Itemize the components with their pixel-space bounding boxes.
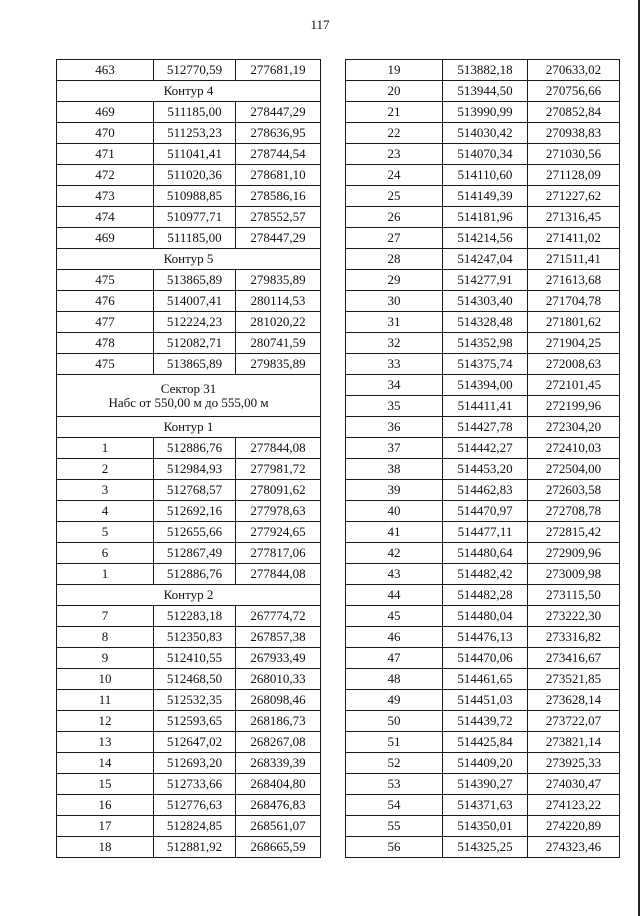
y-coordinate-cell: 271227,62	[528, 186, 620, 207]
table-row	[346, 690, 620, 711]
table-row	[346, 564, 620, 585]
x-coordinate-cell: 512733,66	[154, 774, 236, 795]
y-coordinate-cell: 277978,63	[236, 501, 321, 522]
y-coordinate-cell: 280114,53	[236, 291, 321, 312]
x-coordinate-cell: 514007,41	[154, 291, 236, 312]
point-number-cell: 16	[57, 795, 154, 816]
y-coordinate-cell: 273722,07	[528, 711, 620, 732]
table-row	[57, 270, 321, 291]
y-coordinate-cell: 277981,72	[236, 459, 321, 480]
table-row	[346, 648, 620, 669]
x-coordinate-cell: 512693,20	[154, 753, 236, 774]
y-coordinate-cell: 271316,45	[528, 207, 620, 228]
table-row	[346, 396, 620, 417]
point-number-cell: 21	[346, 102, 443, 123]
x-coordinate-cell: 514325,25	[443, 837, 528, 858]
y-coordinate-cell: 268665,59	[236, 837, 321, 858]
x-coordinate-cell: 513990,99	[443, 102, 528, 123]
x-coordinate-cell: 513865,89	[154, 270, 236, 291]
table-row	[57, 606, 321, 627]
point-number-cell: 22	[346, 123, 443, 144]
x-coordinate-cell: 514411,41	[443, 396, 528, 417]
x-coordinate-cell: 512468,50	[154, 669, 236, 690]
x-coordinate-cell: 510977,71	[154, 207, 236, 228]
y-coordinate-cell: 272199,96	[528, 396, 620, 417]
y-coordinate-cell: 272603,58	[528, 480, 620, 501]
table-row	[57, 564, 321, 585]
x-coordinate-cell: 513865,89	[154, 354, 236, 375]
table-row	[57, 816, 321, 837]
section-header	[57, 417, 321, 438]
x-coordinate-cell: 514461,65	[443, 669, 528, 690]
y-coordinate-cell: 273222,30	[528, 606, 620, 627]
point-number-cell: 29	[346, 270, 443, 291]
x-coordinate-cell: 514470,06	[443, 648, 528, 669]
point-number-cell: 18	[57, 837, 154, 858]
y-coordinate-cell: 267857,38	[236, 627, 321, 648]
y-coordinate-cell: 274030,47	[528, 774, 620, 795]
point-number-cell: 51	[346, 732, 443, 753]
y-coordinate-cell: 279835,89	[236, 354, 321, 375]
x-coordinate-cell: 514409,20	[443, 753, 528, 774]
y-coordinate-cell: 277817,06	[236, 543, 321, 564]
y-coordinate-cell: 278447,29	[236, 228, 321, 249]
y-coordinate-cell: 271511,41	[528, 249, 620, 270]
section-title: Сектор 31	[160, 380, 217, 396]
y-coordinate-cell: 278091,62	[236, 480, 321, 501]
table-row	[346, 459, 620, 480]
point-number-cell: 7	[57, 606, 154, 627]
point-number-cell: 463	[57, 60, 154, 81]
table-row	[346, 438, 620, 459]
point-number-cell: 8	[57, 627, 154, 648]
table-row	[57, 186, 321, 207]
y-coordinate-cell: 272101,45	[528, 375, 620, 396]
y-coordinate-cell: 277844,08	[236, 438, 321, 459]
table-row	[346, 60, 620, 81]
y-coordinate-cell: 271801,62	[528, 312, 620, 333]
x-coordinate-cell: 512867,49	[154, 543, 236, 564]
x-coordinate-cell: 514453,20	[443, 459, 528, 480]
table-row	[57, 627, 321, 648]
y-coordinate-cell: 268098,46	[236, 690, 321, 711]
table-row	[346, 732, 620, 753]
point-number-cell: 39	[346, 480, 443, 501]
x-coordinate-cell: 514181,96	[443, 207, 528, 228]
y-coordinate-cell: 271704,78	[528, 291, 620, 312]
table-row	[346, 186, 620, 207]
table-row	[57, 312, 321, 333]
y-coordinate-cell: 270852,84	[528, 102, 620, 123]
x-coordinate-cell: 514110,60	[443, 165, 528, 186]
point-number-cell: 48	[346, 669, 443, 690]
y-coordinate-cell: 278586,16	[236, 186, 321, 207]
point-number-cell: 54	[346, 795, 443, 816]
table-row	[346, 501, 620, 522]
table-row	[57, 501, 321, 522]
y-coordinate-cell: 272304,20	[528, 417, 620, 438]
point-number-cell: 24	[346, 165, 443, 186]
table-row	[346, 585, 620, 606]
x-coordinate-cell: 513882,18	[443, 60, 528, 81]
point-number-cell: 37	[346, 438, 443, 459]
x-coordinate-cell: 511041,41	[154, 144, 236, 165]
table-row	[346, 417, 620, 438]
point-number-cell: 5	[57, 522, 154, 543]
y-coordinate-cell: 272410,03	[528, 438, 620, 459]
table-row	[346, 816, 620, 837]
section-header	[57, 249, 321, 270]
x-coordinate-cell: 514350,01	[443, 816, 528, 837]
table-row	[346, 606, 620, 627]
y-coordinate-cell: 280741,59	[236, 333, 321, 354]
point-number-cell: 20	[346, 81, 443, 102]
x-coordinate-cell: 512655,66	[154, 522, 236, 543]
x-coordinate-cell: 514375,74	[443, 354, 528, 375]
point-number-cell: 9	[57, 648, 154, 669]
y-coordinate-cell: 268267,08	[236, 732, 321, 753]
coordinates-table-left	[56, 59, 321, 858]
section-header	[57, 375, 321, 417]
table-row	[57, 459, 321, 480]
point-number-cell: 44	[346, 585, 443, 606]
table-row	[346, 102, 620, 123]
x-coordinate-cell: 512692,16	[154, 501, 236, 522]
y-coordinate-cell: 272008,63	[528, 354, 620, 375]
point-number-cell: 478	[57, 333, 154, 354]
point-number-cell: 42	[346, 543, 443, 564]
point-number-cell: 26	[346, 207, 443, 228]
table-row	[346, 144, 620, 165]
y-coordinate-cell: 272708,78	[528, 501, 620, 522]
point-number-cell: 32	[346, 333, 443, 354]
y-coordinate-cell: 273009,98	[528, 564, 620, 585]
point-number-cell: 56	[346, 837, 443, 858]
x-coordinate-cell: 514480,04	[443, 606, 528, 627]
point-number-cell: 55	[346, 816, 443, 837]
table-row	[57, 438, 321, 459]
x-coordinate-cell: 512224,23	[154, 312, 236, 333]
x-coordinate-cell: 514482,28	[443, 585, 528, 606]
point-number-cell: 11	[57, 690, 154, 711]
section-header	[57, 81, 321, 102]
point-number-cell: 469	[57, 102, 154, 123]
table-row	[57, 207, 321, 228]
table-row	[57, 102, 321, 123]
x-coordinate-cell: 514030,42	[443, 123, 528, 144]
table-row	[346, 291, 620, 312]
x-coordinate-cell: 514439,72	[443, 711, 528, 732]
point-number-cell: 2	[57, 459, 154, 480]
point-number-cell: 35	[346, 396, 443, 417]
table-row	[57, 291, 321, 312]
point-number-cell: 53	[346, 774, 443, 795]
x-coordinate-cell: 514394,00	[443, 375, 528, 396]
point-number-cell: 49	[346, 690, 443, 711]
y-coordinate-cell: 267774,72	[236, 606, 321, 627]
x-coordinate-cell: 514442,27	[443, 438, 528, 459]
table-row	[346, 522, 620, 543]
y-coordinate-cell: 278681,10	[236, 165, 321, 186]
point-number-cell: 472	[57, 165, 154, 186]
y-coordinate-cell: 273115,50	[528, 585, 620, 606]
table-row	[57, 732, 321, 753]
point-number-cell: 23	[346, 144, 443, 165]
x-coordinate-cell: 512350,83	[154, 627, 236, 648]
y-coordinate-cell: 271904,25	[528, 333, 620, 354]
table-row	[346, 774, 620, 795]
point-number-cell: 475	[57, 354, 154, 375]
x-coordinate-cell: 511020,36	[154, 165, 236, 186]
x-coordinate-cell: 514480,64	[443, 543, 528, 564]
y-coordinate-cell: 268010,33	[236, 669, 321, 690]
x-coordinate-cell: 514371,63	[443, 795, 528, 816]
x-coordinate-cell: 512886,76	[154, 564, 236, 585]
point-number-cell: 6	[57, 543, 154, 564]
y-coordinate-cell: 279835,89	[236, 270, 321, 291]
x-coordinate-cell: 514352,98	[443, 333, 528, 354]
point-number-cell: 4	[57, 501, 154, 522]
x-coordinate-cell: 512776,63	[154, 795, 236, 816]
point-number-cell: 30	[346, 291, 443, 312]
table-row	[346, 480, 620, 501]
table-row	[346, 81, 620, 102]
x-coordinate-cell: 514425,84	[443, 732, 528, 753]
section-title: Контур 2	[163, 587, 214, 602]
point-number-cell: 33	[346, 354, 443, 375]
point-number-cell: 43	[346, 564, 443, 585]
table-row	[346, 249, 620, 270]
point-number-cell: 40	[346, 501, 443, 522]
table-row	[346, 543, 620, 564]
point-number-cell: 19	[346, 60, 443, 81]
section-title: Контур 1	[163, 419, 214, 434]
y-coordinate-cell: 281020,22	[236, 312, 321, 333]
y-coordinate-cell: 277681,19	[236, 60, 321, 81]
x-coordinate-cell: 514390,27	[443, 774, 528, 795]
x-coordinate-cell: 512593,65	[154, 711, 236, 732]
x-coordinate-cell: 514303,40	[443, 291, 528, 312]
table-row	[57, 123, 321, 144]
x-coordinate-cell: 514482,42	[443, 564, 528, 585]
y-coordinate-cell: 277844,08	[236, 564, 321, 585]
point-number-cell: 474	[57, 207, 154, 228]
y-coordinate-cell: 278447,29	[236, 102, 321, 123]
section-header-row	[57, 249, 321, 270]
table-row	[346, 312, 620, 333]
point-number-cell: 47	[346, 648, 443, 669]
x-coordinate-cell: 514328,48	[443, 312, 528, 333]
table-row	[57, 690, 321, 711]
table-row	[346, 627, 620, 648]
y-coordinate-cell: 270756,66	[528, 81, 620, 102]
x-coordinate-cell: 512647,02	[154, 732, 236, 753]
point-number-cell: 38	[346, 459, 443, 480]
y-coordinate-cell: 273521,85	[528, 669, 620, 690]
y-coordinate-cell: 267933,49	[236, 648, 321, 669]
point-number-cell: 1	[57, 438, 154, 459]
y-coordinate-cell: 277924,65	[236, 522, 321, 543]
table-row	[346, 795, 620, 816]
point-number-cell: 477	[57, 312, 154, 333]
x-coordinate-cell: 514470,97	[443, 501, 528, 522]
table-row	[57, 60, 321, 81]
point-number-cell: 34	[346, 375, 443, 396]
x-coordinate-cell: 512770,59	[154, 60, 236, 81]
coordinates-table-right	[345, 59, 620, 858]
y-coordinate-cell: 270633,02	[528, 60, 620, 81]
section-header-row	[57, 375, 321, 417]
x-coordinate-cell: 511253,23	[154, 123, 236, 144]
section-header-row	[57, 417, 321, 438]
x-coordinate-cell: 510988,85	[154, 186, 236, 207]
y-coordinate-cell: 278636,95	[236, 123, 321, 144]
point-number-cell: 14	[57, 753, 154, 774]
point-number-cell: 469	[57, 228, 154, 249]
x-coordinate-cell: 512824,85	[154, 816, 236, 837]
y-coordinate-cell: 272909,96	[528, 543, 620, 564]
point-number-cell: 31	[346, 312, 443, 333]
y-coordinate-cell: 271128,09	[528, 165, 620, 186]
table-row	[57, 711, 321, 732]
table-row	[57, 228, 321, 249]
table-row	[346, 207, 620, 228]
table-row	[346, 123, 620, 144]
section-header	[57, 585, 321, 606]
section-subtitle: Набс от 550,00 м до 555,00 м	[108, 394, 269, 410]
point-number-cell: 471	[57, 144, 154, 165]
point-number-cell: 27	[346, 228, 443, 249]
table-row	[57, 669, 321, 690]
y-coordinate-cell: 278552,57	[236, 207, 321, 228]
y-coordinate-cell: 268186,73	[236, 711, 321, 732]
table-row	[57, 543, 321, 564]
point-number-cell: 13	[57, 732, 154, 753]
point-number-cell: 46	[346, 627, 443, 648]
table-row	[346, 669, 620, 690]
x-coordinate-cell: 511185,00	[154, 228, 236, 249]
x-coordinate-cell: 514476,13	[443, 627, 528, 648]
table-row	[57, 333, 321, 354]
table-row	[346, 753, 620, 774]
table-row	[57, 480, 321, 501]
x-coordinate-cell: 514070,34	[443, 144, 528, 165]
x-coordinate-cell: 512886,76	[154, 438, 236, 459]
y-coordinate-cell: 268404,80	[236, 774, 321, 795]
y-coordinate-cell: 273416,67	[528, 648, 620, 669]
x-coordinate-cell: 514451,03	[443, 690, 528, 711]
x-coordinate-cell: 512082,71	[154, 333, 236, 354]
x-coordinate-cell: 514149,39	[443, 186, 528, 207]
y-coordinate-cell: 272815,42	[528, 522, 620, 543]
point-number-cell: 475	[57, 270, 154, 291]
x-coordinate-cell: 512984,93	[154, 459, 236, 480]
point-number-cell: 476	[57, 291, 154, 312]
y-coordinate-cell: 268476,83	[236, 795, 321, 816]
table-row	[57, 648, 321, 669]
x-coordinate-cell: 514462,83	[443, 480, 528, 501]
y-coordinate-cell: 273316,82	[528, 627, 620, 648]
point-number-cell: 45	[346, 606, 443, 627]
table-row	[346, 333, 620, 354]
point-number-cell: 12	[57, 711, 154, 732]
table-row	[346, 711, 620, 732]
point-number-cell: 25	[346, 186, 443, 207]
y-coordinate-cell: 273925,33	[528, 753, 620, 774]
y-coordinate-cell: 273628,14	[528, 690, 620, 711]
x-coordinate-cell: 511185,00	[154, 102, 236, 123]
y-coordinate-cell: 274323,46	[528, 837, 620, 858]
section-header-row	[57, 81, 321, 102]
point-number-cell: 28	[346, 249, 443, 270]
point-number-cell: 1	[57, 564, 154, 585]
y-coordinate-cell: 271613,68	[528, 270, 620, 291]
table-row	[57, 522, 321, 543]
table-row	[346, 270, 620, 291]
y-coordinate-cell: 270938,83	[528, 123, 620, 144]
point-number-cell: 10	[57, 669, 154, 690]
point-number-cell: 41	[346, 522, 443, 543]
section-header-row	[57, 585, 321, 606]
y-coordinate-cell: 268561,07	[236, 816, 321, 837]
table-row	[346, 375, 620, 396]
table-row	[57, 165, 321, 186]
table-row	[57, 795, 321, 816]
table-row	[346, 228, 620, 249]
x-coordinate-cell: 514247,04	[443, 249, 528, 270]
table-row	[57, 753, 321, 774]
point-number-cell: 36	[346, 417, 443, 438]
x-coordinate-cell: 514477,11	[443, 522, 528, 543]
table-row	[346, 837, 620, 858]
point-number-cell: 3	[57, 480, 154, 501]
table-row	[57, 144, 321, 165]
x-coordinate-cell: 513944,50	[443, 81, 528, 102]
x-coordinate-cell: 512881,92	[154, 837, 236, 858]
section-title: Контур 5	[163, 251, 214, 266]
section-title: Контур 4	[163, 83, 214, 98]
table-row	[57, 354, 321, 375]
point-number-cell: 17	[57, 816, 154, 837]
point-number-cell: 470	[57, 123, 154, 144]
x-coordinate-cell: 512410,55	[154, 648, 236, 669]
table-row	[346, 354, 620, 375]
table-row	[346, 165, 620, 186]
y-coordinate-cell: 268339,39	[236, 753, 321, 774]
y-coordinate-cell: 278744,54	[236, 144, 321, 165]
y-coordinate-cell: 271030,56	[528, 144, 620, 165]
x-coordinate-cell: 512768,57	[154, 480, 236, 501]
x-coordinate-cell: 512532,35	[154, 690, 236, 711]
y-coordinate-cell: 272504,00	[528, 459, 620, 480]
y-coordinate-cell: 273821,14	[528, 732, 620, 753]
y-coordinate-cell: 274220,89	[528, 816, 620, 837]
point-number-cell: 50	[346, 711, 443, 732]
x-coordinate-cell: 514214,56	[443, 228, 528, 249]
y-coordinate-cell: 271411,02	[528, 228, 620, 249]
table-row	[57, 774, 321, 795]
point-number-cell: 15	[57, 774, 154, 795]
table-row	[57, 837, 321, 858]
page-number: 117	[310, 17, 330, 32]
point-number-cell: 473	[57, 186, 154, 207]
y-coordinate-cell: 274123,22	[528, 795, 620, 816]
x-coordinate-cell: 512283,18	[154, 606, 236, 627]
point-number-cell: 52	[346, 753, 443, 774]
x-coordinate-cell: 514277,91	[443, 270, 528, 291]
x-coordinate-cell: 514427,78	[443, 417, 528, 438]
